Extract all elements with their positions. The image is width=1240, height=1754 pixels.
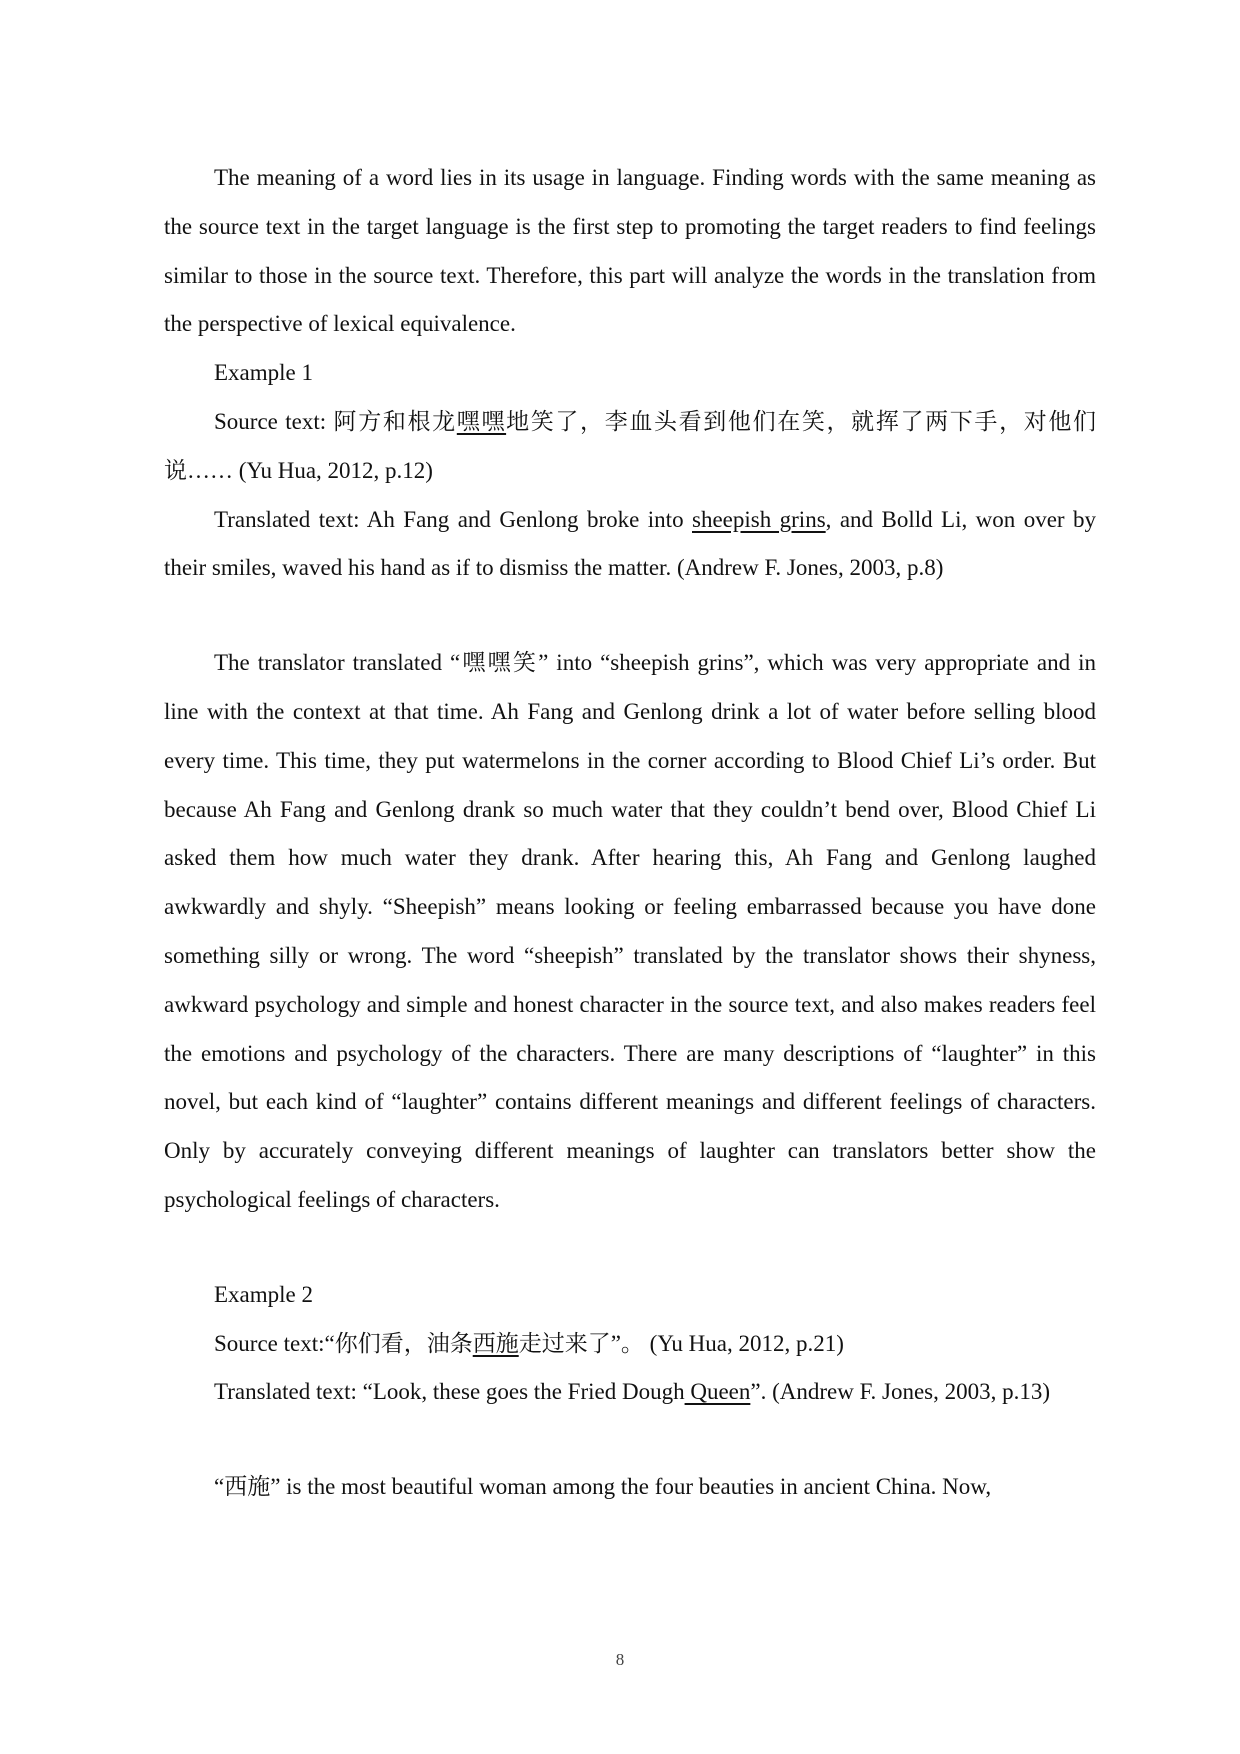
source-text-prefix: Source text: 阿方和根龙 (214, 408, 457, 434)
paragraph-gap (164, 1417, 1096, 1463)
example-2-heading: Example 2 (214, 1281, 313, 1307)
translated-text-underlined-term: Queen (684, 1379, 751, 1405)
closing-paragraph: “西施” is the most beautiful woman among the four beauties in ancient China. Now, (214, 1474, 992, 1500)
intro-paragraph: The meaning of a word lies in its usage in language. Finding words with the same meaning as the source text in the target language is the first step to promoting the target readers to find feelings similar to those in the source text. Therefore, this part will analyze the words in the translation from the perspective of lexical equivalence. (164, 165, 1096, 337)
source-text-suffix: 地笑了，李血头看到他们在笑，就挥了两下手，对他们说…… (Yu Hua, 2012, p.12) (164, 408, 1097, 483)
source-text-prefix: Source text:“你们看，油条 (214, 1330, 473, 1356)
example-2-translated-text (164, 1368, 1096, 1417)
translated-text-suffix: ”. (Andrew F. Jones, 2003, p.13) (750, 1379, 1051, 1405)
example-2-source-text (164, 1320, 1096, 1369)
translated-text-prefix: Translated text: “Look, these goes the Fried Dough (214, 1379, 685, 1405)
example-1-heading: Example 1 (214, 360, 313, 386)
page-number: 8 (615, 1650, 625, 1669)
example-1-translated-text (164, 496, 1096, 594)
paragraph-gap (164, 1225, 1096, 1271)
example-1-source-text (164, 398, 1096, 496)
page-body (164, 154, 1096, 1512)
translated-text-underlined-term: sheepish grins (692, 506, 826, 532)
translated-text-prefix: Translated text: Ah Fang and Genlong broke into (214, 506, 692, 532)
translated-text-suffix: , and Bolld Li, won over by their smiles, waved his hand as if to dismiss the matter. (Andrew F. Jones, 2003, p.8) (164, 506, 1096, 581)
source-text-underlined-term: 西施 (472, 1330, 519, 1356)
paragraph-gap (164, 593, 1096, 639)
source-text-suffix: 走过来了”。 (Yu Hua, 2012, p.21) (518, 1330, 844, 1356)
analysis-paragraph: The translator translated “嘿嘿笑” into “sheepish grins”, which was very appropriate and in line with the context at that time. Ah Fang and Genlong drink a lot of water before selling blood every time. This time, they put watermelons in the corner according to Blood Chief Li’s order. But because Ah Fang and Genlong drank so much water that they couldn’t bend over, Blood Chief Li asked them how much water they drank. After hearing this, Ah Fang and Genlong laughed awkwardly and shyly. “Sheepish” means looking or feeling embarrassed because you have done something silly or wrong. The word “sheepish” translated by the translator shows their shyness, awkward psychology and simple and honest character in the source text, and also makes readers feel the emotions and psychology of the characters. There are many descriptions of “laughter” in this novel, but each kind of “laughter” contains different meanings and different feelings of characters. Only by accurately conveying different meanings of laughter can translators better show the psychological feelings of characters. (164, 650, 1096, 1212)
source-text-underlined-term: 嘿嘿 (456, 408, 507, 434)
